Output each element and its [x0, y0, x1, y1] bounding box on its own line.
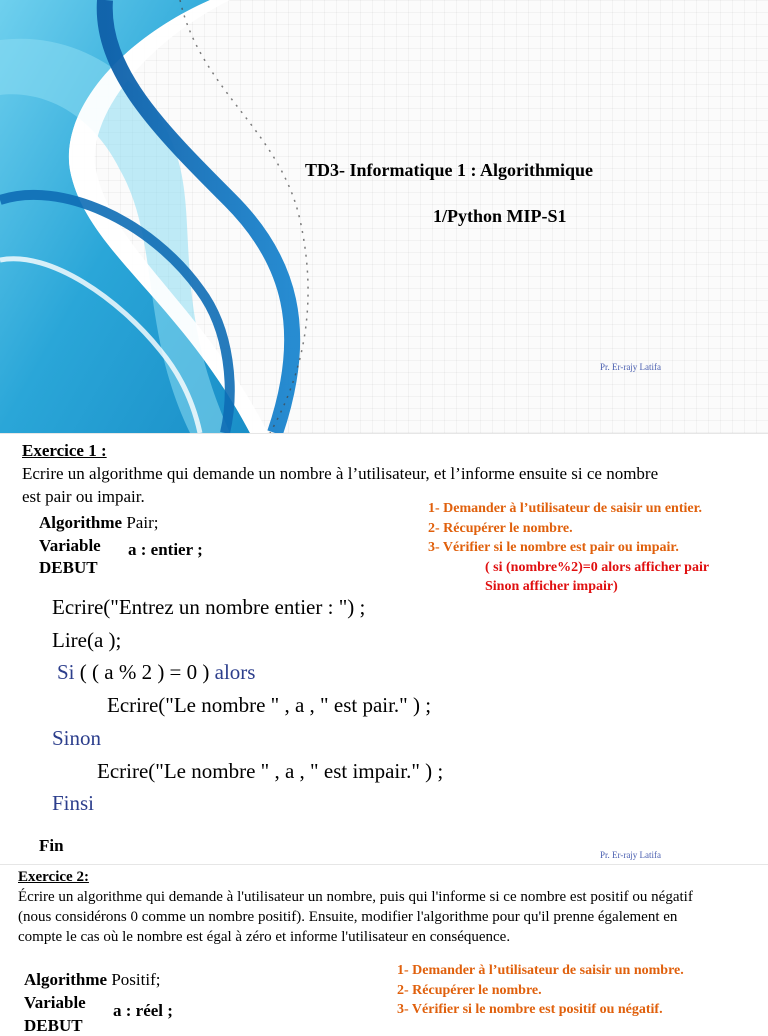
debut-keyword: DEBUT: [39, 558, 98, 577]
code-line-ecrire: Ecrire("Entrez un nombre entier : ") ;: [52, 595, 366, 619]
si-condition: ( ( a % 2 ) = 0 ): [79, 660, 210, 684]
step-3: 3- Vérifier si le nombre est pair ou impair.: [428, 540, 679, 555]
variable-declaration: a : entier ;: [128, 540, 203, 559]
exercise-2-statement-line-1: Écrire un algorithme qui demande à l'utilisateur un nombre, puis qui l'informe si ce nombre est positif ou négatif: [18, 889, 693, 905]
condition-hint-1: ( si (nombre%2)=0 alors afficher pair: [485, 560, 710, 575]
exercise-1-heading: Exercice 1 :: [22, 441, 107, 460]
author-credit: Pr. Er-rajy Latifa: [600, 362, 662, 372]
alors-keyword: alors: [214, 660, 256, 684]
code-line-lire: Lire(a );: [52, 628, 122, 652]
author-credit: Pr. Er-rajy Latifa: [600, 850, 662, 860]
algorithm-header: [24, 970, 160, 990]
exercise-2-heading: Exercice 2:: [18, 869, 89, 885]
document-title: TD3- Informatique 1 : Algorithmique: [305, 160, 593, 180]
algorithm-keyword: Algorithme: [39, 513, 123, 532]
step-1: 1- Demander à l’utilisateur de saisir un entier.: [428, 501, 703, 516]
step-1: 1- Demander à l’utilisateur de saisir un nombre.: [397, 963, 684, 978]
code-line-impair: Ecrire("Le nombre " , a , " est impair." ) ;: [97, 759, 444, 783]
step-2: 2- Récupérer le nombre.: [397, 983, 542, 998]
step-2: 2- Récupérer le nombre.: [428, 521, 573, 536]
variable-keyword: Variable: [39, 536, 101, 555]
title-slide: [0, 0, 768, 433]
code-line-pair: Ecrire("Le nombre " , a , " est pair." ) ;: [107, 693, 432, 717]
finsi-keyword: Finsi: [52, 791, 95, 815]
debut-keyword: DEBUT: [24, 1016, 83, 1035]
si-keyword: Si: [57, 660, 75, 684]
sinon-keyword: Sinon: [52, 726, 102, 750]
exercise-2-statement-line-3: compte le cas où le nombre est égal à zéro et informe l'utilisateur en conséquence.: [18, 929, 511, 945]
fin-keyword: Fin: [39, 836, 64, 855]
step-3: 3- Vérifier si le nombre est positif ou négatif.: [397, 1002, 663, 1017]
document-subtitle: 1/Python MIP-S1: [433, 206, 567, 226]
algorithm-header: [39, 513, 158, 533]
algorithm-keyword: Algorithme: [24, 970, 108, 989]
algorithm-name: Positif;: [111, 970, 161, 989]
condition-hint-2: Sinon afficher impair): [485, 579, 618, 594]
exercise-2-statement-line-2: (nous considérons 0 comme un nombre positif). Ensuite, modifier l'algorithme pour qu'il prenne également en: [18, 909, 678, 925]
exercise-2-slide: [0, 864, 768, 1035]
variable-keyword: Variable: [24, 993, 86, 1012]
code-line-si: [57, 660, 255, 685]
algorithm-name: Pair;: [126, 513, 159, 532]
exercise-1-statement-line-1: Ecrire un algorithme qui demande un nombre à l’utilisateur, et l’informe ensuite si ce nombre: [22, 464, 659, 483]
exercise-1-statement-line-2: est pair ou impair.: [22, 487, 145, 506]
exercise-1-slide: [0, 433, 768, 864]
variable-declaration: a : réel ;: [113, 1001, 173, 1020]
